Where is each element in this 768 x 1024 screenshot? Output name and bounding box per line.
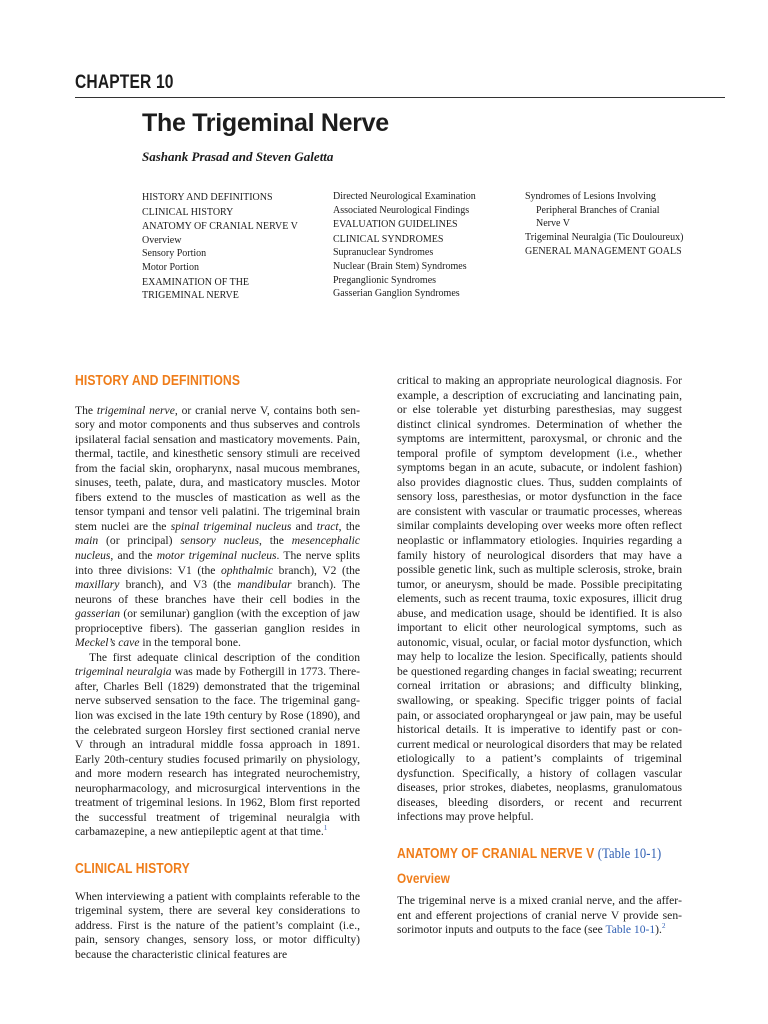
section-heading-history: HISTORY AND DEFINITIONS [75, 373, 241, 389]
reference-2[interactable]: 2 [661, 922, 666, 931]
paragraph-clinical-history-cont: critical to making an appropriate neurological diagnosis. For example, a description of excruciating and lancinating pain, or else tolerable yet disturbing paresthesias, may suggest distinct clinical syndromes. Determination of whether the symptoms are intermittent, paroxysmal, or chronic and the temporal profile of symptom development (i.e., whether symptoms began in an acute, subacute, or indolent fashion) also provides diagnostic clues. Thus, sudden complaints of sensory loss, paresthesias, or motor dysfunction in the face are consistent with vascular or traumatic processes, whereas similar complaints developing over weeks more often reflect neoplastic or inflammatory etiologies. Inquiries regarding a family history of neurological disorders that may have a possible genetic link, such as multiple sclerosis, stroke, brain tumor, or aneurysm, should be made. Possible precipitating elements, such as recent trauma, toxic exposures, illicit drug abuse, and medication usage, should be identified. It is also important to elicit other neurological symptoms, such as autonomic, visual, ocular, or facial motor dysfunction, which may help to localize the lesion. Specifically, patients should be questioned regarding changes in facial sweating; recurrent corneal irritation or abrasions; and difficulty blinking, swallowing, or speaking. Specific trigger points of facial pain, or associated oropharyngeal or jaw pain, may be useful historical details. It is imperative to identify past or concurrent medical or neurological disorders that may be related etiologically to a patient’s complaints of trigeminal dysfunction. Specifically, a history of collagen vascular diseases, prior strokes, diabetes, neoplasms, granulomatous diseases, bleeding disorders, or recent and recurrent infections may prove helpful. [397, 374, 682, 824]
chapter-title: The Trigeminal Nerve [142, 109, 389, 137]
table-link[interactable]: Table 10-1 [605, 923, 656, 937]
toc-item[interactable]: TRIGEMINAL NERVE [142, 290, 239, 302]
toc-item[interactable]: Supranuclear Syndromes [333, 247, 434, 259]
left-column [75, 374, 360, 962]
authors: Sashank Prasad and Steven Galetta [142, 149, 334, 164]
toc-item[interactable]: Nuclear (Brain Stem) Syndromes [333, 260, 467, 272]
reference-1[interactable]: 1 [323, 824, 328, 833]
table-link[interactable]: (Table 10-1) [597, 845, 662, 862]
toc-item[interactable]: Associated Neurological Findings [333, 204, 470, 216]
toc-item[interactable]: EXAMINATION OF THE [142, 276, 250, 288]
toc-item[interactable]: GENERAL MANAGEMENT GOALS [525, 246, 682, 258]
section-heading-clinical-history: CLINICAL HISTORY [75, 860, 190, 877]
toc-item[interactable]: Trigeminal Neuralgia (Tic Douloureux) [525, 231, 684, 243]
paragraph-clinical-history: When interviewing a patient with complaints referable to the trigeminal system, there are several key considerations to address. First is the nature of the patient’s complaint (i.e., pain, sensory changes, sensory loss, or motor difficulty) because the characteristic clinical features are [75, 889, 360, 961]
toc-column-2 [333, 190, 476, 301]
subsection-heading-overview: Overview [397, 869, 450, 886]
toc-item[interactable]: HISTORY AND DEFINITIONS [142, 192, 273, 203]
toc-item[interactable]: Sensory Portion [142, 248, 207, 260]
chapter-rule [75, 97, 725, 98]
chapter-label: CHAPTER 10 [75, 72, 174, 93]
toc-item[interactable]: Motor Portion [142, 261, 199, 273]
paragraph-history: The first adequate clinical description of the condition trigeminal neuralgia was made by Fothergill in 1773. Thereafter, Charles Bell (1829) demonstrated that the trigeminal nerve subserved sensation to the face. The trigeminal ganglion was excised in the late 19th century by Rose (1890), and the celebrated surgeon Horsley first sectioned cranial nerve V through an intradural middle fossa approach in 1891. Early 20th-century studies focused primarily on physiology, and more modern research has integrated neurochemistry, neuropharmacology, and microsurgical interventions in the treatment of trigeminal lesions. In 1962, Blom first reported the successful treatment of trigeminal neuralgia with carbamazepine, a new antiepileptic agent at that time.$^1$ [75, 650, 360, 839]
toc-item[interactable]: CLINICAL HISTORY [142, 206, 234, 218]
toc-column-3 [525, 190, 683, 259]
toc-item[interactable]: Syndromes of Lesions Involving [525, 191, 656, 202]
toc-item[interactable]: Directed Neurological Examination [333, 191, 476, 202]
toc-item[interactable]: ANATOMY OF CRANIAL NERVE V [142, 221, 298, 233]
toc-column-1 [142, 190, 298, 303]
toc-item[interactable]: Overview [142, 234, 182, 246]
section-heading-anatomy: ANATOMY OF CRANIAL NERVE V (Table 10-1) [397, 845, 662, 862]
paragraph-definitions: The trigeminal nerve, or cranial nerve V, contains both sensory and motor components and thus subserves and controls ipsilateral facial sensation and masticatory movements. Pain, thermal, tactile, and kinesthetic sensory stimuli are received from the facial skin, oropharynx, nasal mucous membranes, sinuses, teeth, palate, dura, and masticatory muscles. Motor fibers extend to the muscles of mastication as well as the tensor tympani and tensor veli palatini. The trigeminal brain stem nuclei are the spinal trigeminal nucleus and tract, the main (or principal) sensory nucleus, the mesencephalic nucleus, and the motor trigeminal nucleus. The nerve splits into three divisions: V1 (the ophthalmic branch), V2 (the maxillary branch), and V3 (the mandibular branch). The neurons of these branches have their cell bodies in the gasserian (or semilunar) ganglion (with the exception of jaw proprioceptive fibers). The gasserian ganglion resides in Meckel’s cave in the temporal bone. [75, 403, 361, 650]
paragraph-overview: The trigeminal nerve is a mixed cranial nerve, and the afferent and efferent projections of cranial nerve V provide sensorimotor inputs and outputs to the face (see Table 10-1).$^2$ [397, 894, 682, 937]
right-column [397, 374, 682, 938]
toc-item[interactable]: Nerve V [536, 218, 570, 230]
toc-item[interactable]: Preganglionic Syndromes [333, 274, 437, 286]
toc-item[interactable]: Gasserian Ganglion Syndromes [333, 288, 460, 300]
toc-item[interactable]: EVALUATION GUIDELINES [333, 219, 458, 231]
toc-item[interactable]: CLINICAL SYNDROMES [333, 233, 444, 245]
toc-item[interactable]: Peripheral Branches of Cranial [536, 204, 660, 216]
